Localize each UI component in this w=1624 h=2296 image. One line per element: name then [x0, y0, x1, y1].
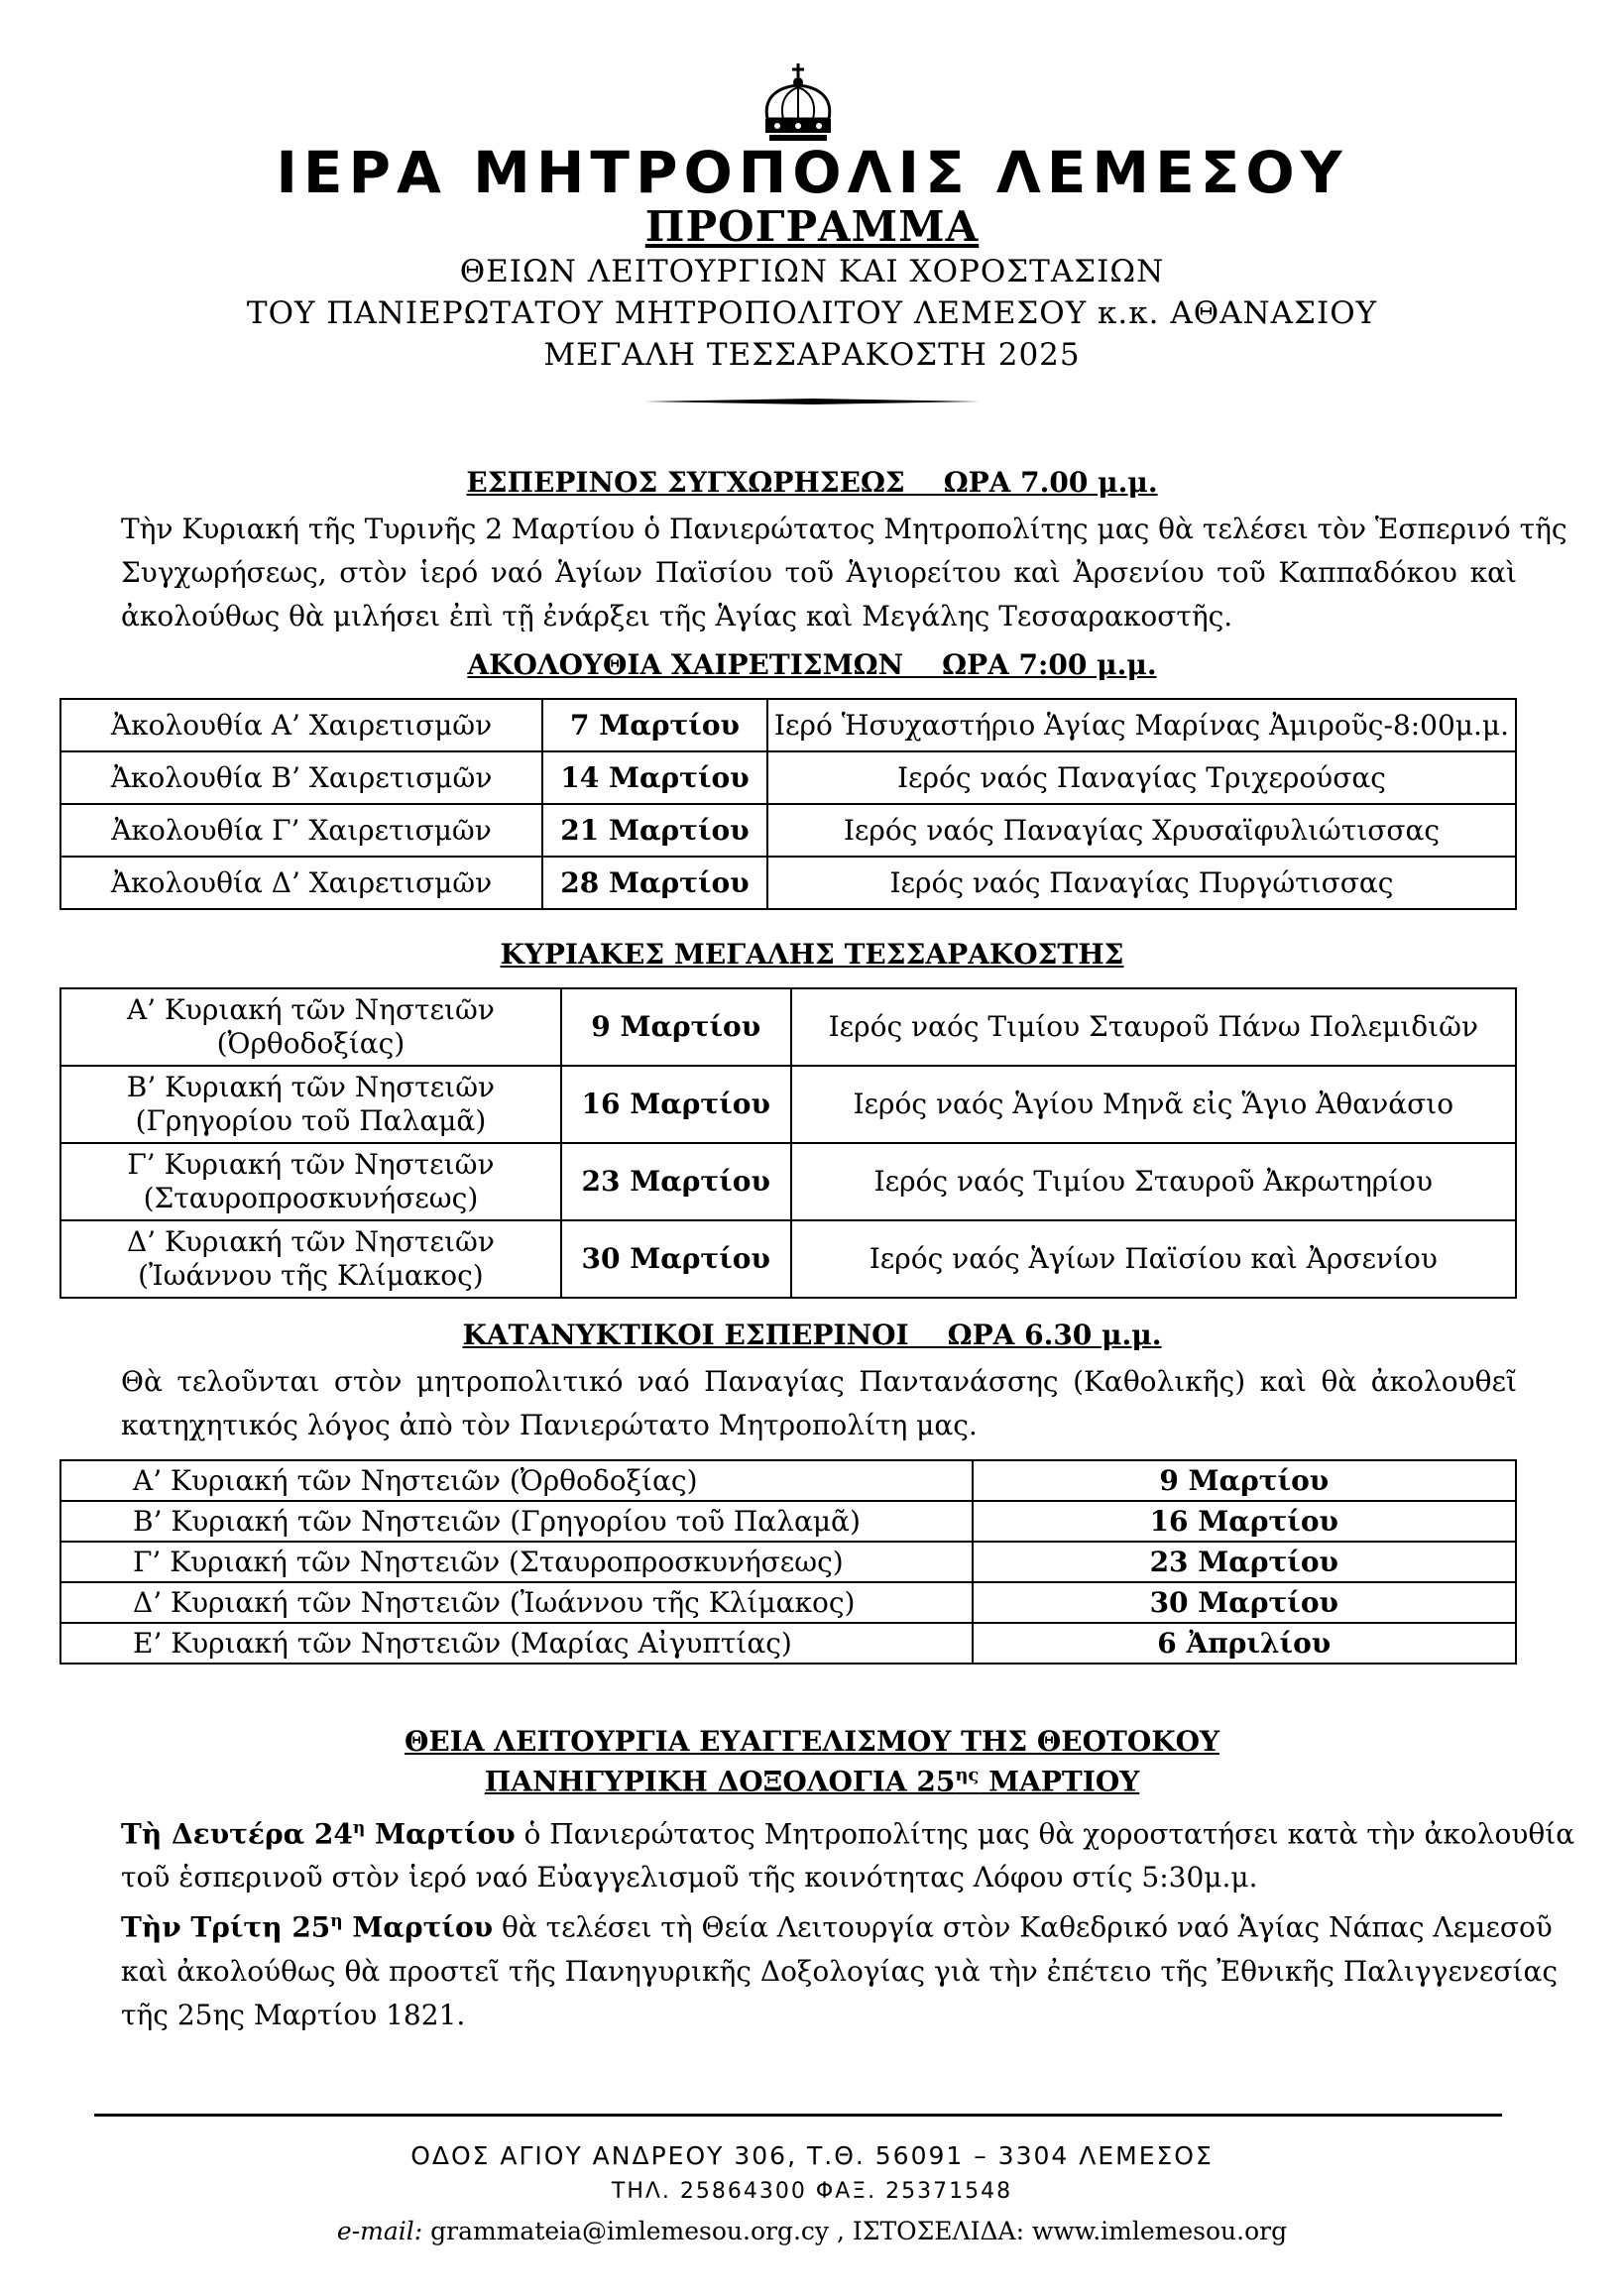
table-row: [60, 1623, 1516, 1664]
text-line: κατηχητικός λόγος ἀπὸ τὸν Πανιερώτατο Μητροπολίτη μας.: [121, 1409, 978, 1441]
website-label: , ΙΣΤΟΣΕΛΙΔΑ:: [829, 2217, 1032, 2245]
table-row: [60, 699, 1516, 751]
date-cell: 23 Μαρτίου: [973, 1542, 1516, 1582]
text-line: [121, 1806, 1575, 1856]
footer-rule: [94, 2114, 1502, 2117]
footer-contact: [0, 2217, 1624, 2245]
date-suffix: η: [330, 1911, 343, 1932]
place-cell: Ιερό Ἡσυχαστήριο Ἁγίας Μαρίνας Ἀμιροῦς-8:00μ.μ.: [767, 699, 1516, 751]
program-title: ΠΡΟΓΡΑΜΜΑ: [644, 202, 980, 251]
date-cell: 23 Μαρτίου: [561, 1143, 791, 1220]
place-cell: Ιερός ναός Παναγίας Τριχερούσας: [767, 751, 1516, 804]
doxology-heading-month: ΜΑΡΤΙΟΥ: [979, 1765, 1140, 1798]
sunday-cell: Δ’ Κυριακή τῶν Νηστειῶν (Ἰωάννου τῆς Κλίμακος): [60, 1582, 973, 1623]
table-row: [60, 857, 1516, 909]
compunction-vespers-table: [59, 1459, 1517, 1665]
place-cell: Ιερός ναός Παναγίας Χρυσαϊφυλιώτισσας: [767, 804, 1516, 857]
place-cell: Ιερός ναός Τιμίου Σταυροῦ Πάνω Πολεμιδιῶν: [791, 988, 1516, 1066]
metropolis-name: ΙΕΡΑ ΜΗΤΡΟΠΟΛΙΣ ΛΕΜΕΣΟΥ: [276, 139, 1348, 206]
table-row: [60, 1501, 1516, 1542]
email-label: e-mail:: [336, 2217, 423, 2245]
doxology-heading-suffix: ης: [955, 1765, 980, 1785]
place-cell: Ιερός ναός Παναγίας Πυργώτισσας: [767, 857, 1516, 909]
table-row: [60, 988, 1516, 1066]
date-cell: 9 Μαρτίου: [973, 1460, 1516, 1501]
compunction-vespers-heading: ΚΑΤΑΝΥΚΤΙΚΟΙ ΕΣΠΕΡΙΝΟΙ ΩΡΑ 6.30 μ.μ.: [462, 1319, 1162, 1351]
place-cell: Ιερός ναός Ἁγίου Μηνᾶ εἰς Ἅγιο Ἀθανάσιο: [791, 1066, 1516, 1143]
date-month: Μαρτίου: [342, 1910, 494, 1944]
sunday-cell: Α’ Κυριακή τῶν Νηστειῶν (Ὀρθοδοξίας): [60, 1460, 973, 1501]
crown-icon: [754, 61, 843, 147]
sunday-name: (Σταυροπροσκυνήσεως): [143, 1182, 479, 1214]
email-link[interactable]: grammateia@imlemesou.org.cy: [430, 2217, 830, 2245]
salutations-heading: ΑΚΟΛΟΥΘΙΑ ΧΑΙΡΕΤΙΣΜΩΝ ΩΡΑ 7:00 μ.μ.: [467, 648, 1157, 681]
date-cell: 30 Μαρτίου: [561, 1220, 791, 1298]
lent-sundays-table: [59, 987, 1517, 1299]
program-subtitle-2: ΤΟΥ ΠΑΝΙΕΡΩΤΑΤΟΥ ΜΗΤΡΟΠΟΛΙΤΟΥ ΛΕΜΕΣΟΥ κ.κ. ΑΘΑΝΑΣΙΟΥ: [246, 295, 1378, 331]
date-cell: 30 Μαρτίου: [973, 1582, 1516, 1623]
table-row: [60, 1143, 1516, 1220]
footer-address: ΟΔΟΣ ΑΓΙΟΥ ΑΝΔΡΕΟΥ 306, Τ.Θ. 56091 – 3304 ΛΕΜΕΣΟΣ: [410, 2141, 1214, 2170]
website-link[interactable]: www.imlemesou.org: [1031, 2217, 1288, 2245]
date-cell: 7 Μαρτίου: [542, 699, 767, 751]
date-cell: 6 Ἀπριλίου: [973, 1623, 1516, 1664]
text-line: καὶ ἀκολούθως θὰ προστεῖ τῆς Πανηγυρικῆς Δοξολογίας γιὰ τὴν ἐπέτειο τῆς Ἐθνικῆς Παλιγγενεσίας: [121, 1954, 1559, 1988]
sunday-name: (Γρηγορίου τοῦ Παλαμᾶ): [135, 1104, 487, 1137]
place-cell: Ιερός ναός Ἁγίων Παϊσίου καὶ Ἀρσενίου: [791, 1220, 1516, 1298]
forgiveness-vespers-text: [121, 508, 1567, 638]
date-suffix: η: [352, 1818, 366, 1838]
annunciation-text: [121, 1806, 1575, 2037]
compunction-vespers-text: [121, 1360, 1517, 1447]
text-fragment: ὁ Πανιερώτατος Μητροπολίτης μας θὰ χοροστατήσει κατὰ τὴν ἀκολουθία: [515, 1817, 1575, 1851]
forgiveness-vespers-heading: ΕΣΠΕΡΙΝΟΣ ΣΥΓΧΩΡΗΣΕΩΣ ΩΡΑ 7.00 μ.μ.: [466, 466, 1158, 499]
service-cell: Ἀκολουθία Γ’ Χαιρετισμῶν: [60, 804, 542, 857]
sunday-cell: Ε’ Κυριακή τῶν Νηστειῶν (Μαρίας Αἰγυπτίας): [60, 1623, 973, 1664]
sunday-cell: [60, 1066, 561, 1143]
table-row: [60, 804, 1516, 857]
date-cell: 9 Μαρτίου: [561, 988, 791, 1066]
sunday-cell: [60, 1143, 561, 1220]
table-row: [60, 1542, 1516, 1582]
doxology-heading-text: ΠΑΝΗΓΥΡΙΚΗ ΔΟΞΟΛΟΓΙΑ 25: [484, 1765, 956, 1798]
text-line: τῆς 25ης Μαρτίου 1821.: [121, 1998, 466, 2031]
date-month: Μαρτίου: [365, 1817, 516, 1851]
sunday-cell: [60, 1220, 561, 1298]
text-line: Συγχωρήσεως, στὸν ἱερό ναό Ἁγίων Παϊσίου τοῦ Ἁγιορείτου καὶ Ἀρσενίου τοῦ Καππαδόκου καὶ: [121, 556, 1517, 589]
table-row: [60, 1220, 1516, 1298]
table-row: [60, 1066, 1516, 1143]
table-row: [60, 1582, 1516, 1623]
date-cell: 28 Μαρτίου: [542, 857, 767, 909]
sunday-label: Β’ Κυριακή τῶν Νηστειῶν: [126, 1071, 496, 1103]
footer-phones: ΤΗΛ. 25864300 ΦΑΞ. 25371548: [611, 2179, 1013, 2204]
text-fragment: θὰ τελέσει τὴ Θεία Λειτουργία στὸν Καθεδρικό ναό Ἁγίας Νάπας Λεμεσοῦ: [493, 1910, 1553, 1944]
service-cell: Ἀκολουθία Β’ Χαιρετισμῶν: [60, 751, 542, 804]
sunday-name: (Ὀρθοδοξίας): [216, 1027, 406, 1060]
sunday-cell: Γ’ Κυριακή τῶν Νηστειῶν (Σταυροπροσκυνήσεως): [60, 1542, 973, 1582]
annunciation-heading: ΘΕΙΑ ΛΕΙΤΟΥΡΓΙΑ ΕΥΑΓΓΕΛΙΣΜΟΥ ΤΗΣ ΘΕΟΤΟΚΟΥ: [405, 1725, 1219, 1758]
table-row: [60, 1460, 1516, 1501]
sunday-label: Δ’ Κυριακή τῶν Νηστειῶν: [126, 1225, 495, 1258]
date-cell: 16 Μαρτίου: [561, 1066, 791, 1143]
sunday-label: Α’ Κυριακή τῶν Νηστειῶν: [126, 993, 495, 1026]
text-line: ἀκολούθως θὰ μιλήσει ἐπὶ τῇ ἐνάρξει τῆς Ἁγίας καὶ Μεγάλης Τεσσαρακοστῆς.: [121, 600, 1233, 632]
service-cell: Ἀκολουθία Δ’ Χαιρετισμῶν: [60, 857, 542, 909]
sunday-name: (Ἰωάννου τῆς Κλίμακος): [138, 1259, 484, 1292]
date-cell: 16 Μαρτίου: [973, 1501, 1516, 1542]
table-row: [60, 751, 1516, 804]
lent-sundays-heading: ΚΥΡΙΑΚΕΣ ΜΕΓΑΛΗΣ ΤΕΣΣΑΡΑΚΟΣΤΗΣ: [500, 938, 1124, 971]
sunday-label: Γ’ Κυριακή τῶν Νηστειῶν: [127, 1148, 495, 1181]
text-line: Τὴν Κυριακή τῆς Τυρινῆς 2 Μαρτίου ὁ Πανιερώτατος Μητροπολίτης μας θὰ τελέσει τὸν Ἑσπερινό τῆς: [121, 513, 1567, 545]
text-line: Θὰ τελοῦνται στὸν μητροπολιτικό ναό Παναγίας Παντανάσσης (Καθολικῆς) καὶ θὰ ἀκολουθεῖ: [121, 1365, 1517, 1398]
date-cell: 14 Μαρτίου: [542, 751, 767, 804]
place-cell: Ιερός ναός Τιμίου Σταυροῦ Ἀκρωτηρίου: [791, 1143, 1516, 1220]
text-line: τοῦ ἑσπερινοῦ στὸν ἱερό ναό Εὐαγγελισμοῦ τῆς κοινότητας Λόφου στίς 5:30μ.μ.: [121, 1861, 1258, 1894]
salutations-table: [59, 698, 1517, 910]
program-subtitle-3: ΜΕΓΑΛΗ ΤΕΣΣΑΡΑΚΟΣΤΗ 2025: [543, 337, 1081, 373]
service-cell: Ἀκολουθία Α’ Χαιρετισμῶν: [60, 699, 542, 751]
program-subtitle-1: ΘΕΙΩΝ ΛΕΙΤΟΥΡΓΙΩΝ ΚΑΙ ΧΟΡΟΣΤΑΣΙΩΝ: [459, 254, 1165, 289]
date-cell: 21 Μαρτίου: [542, 804, 767, 857]
ornamental-divider: [644, 395, 980, 408]
sunday-cell: [60, 988, 561, 1066]
text-line: [121, 1899, 1553, 1949]
sunday-cell: Β’ Κυριακή τῶν Νηστειῶν (Γρηγορίου τοῦ Παλαμᾶ): [60, 1501, 973, 1542]
date-text: Τὴν Τρίτη 25: [121, 1910, 331, 1944]
date-text: Τὴ Δευτέρα 24: [121, 1817, 353, 1851]
doxology-heading: [0, 1765, 1624, 1797]
